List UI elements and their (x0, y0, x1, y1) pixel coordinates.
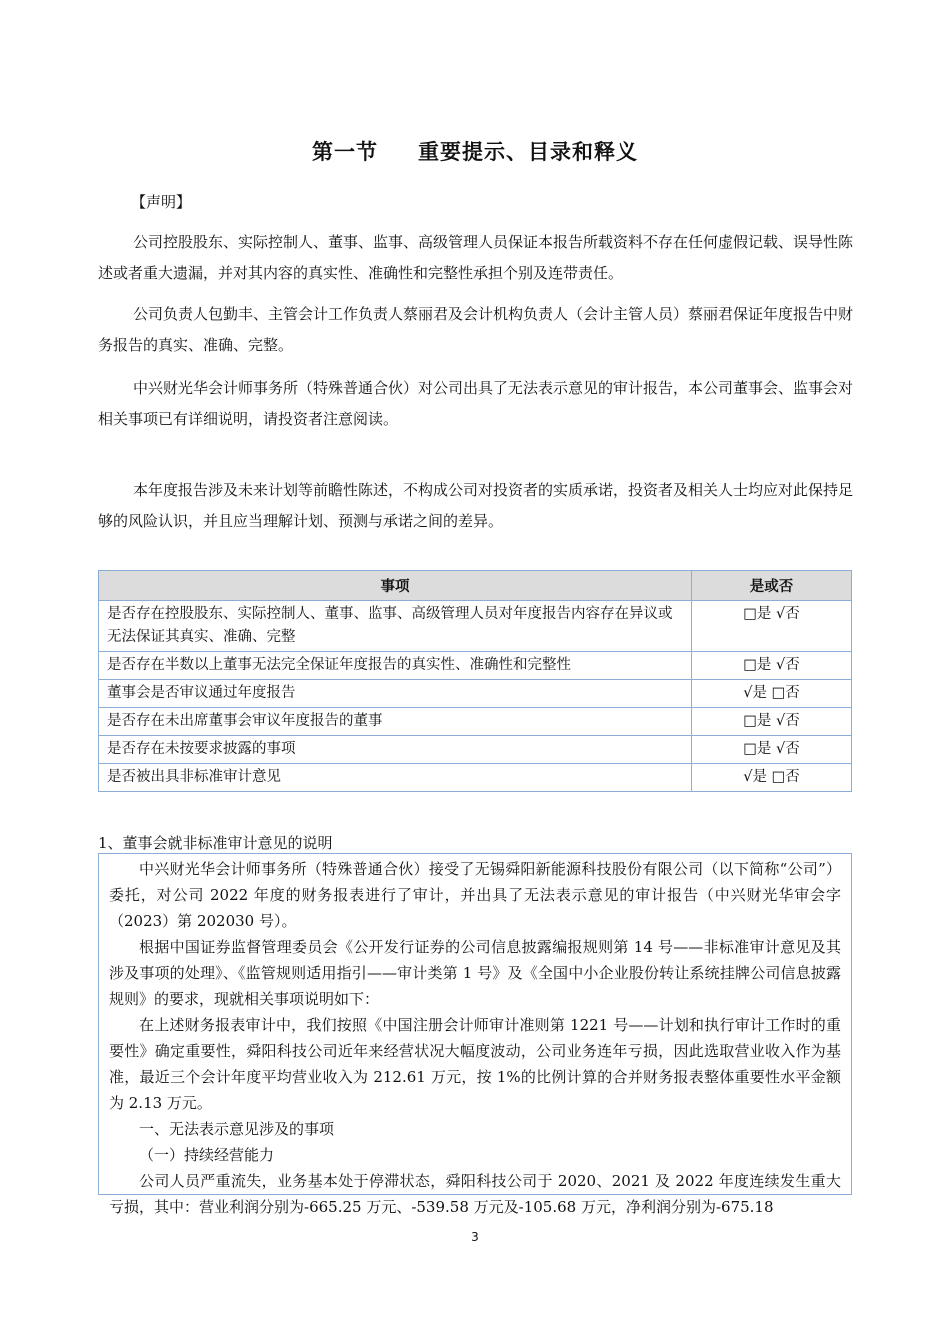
note-subheading: （一）持续经营能力 (139, 1146, 275, 1164)
table-row (99, 736, 852, 764)
note-subheading: 一、无法表示意见涉及的事项 (139, 1120, 335, 1138)
declaration-paragraph: 中兴财光华会计师事务所（特殊普通合伙）对公司出具了无法表示意见的审计报告，本公司董事会、监事会对相关事项已有详细说明，请投资者注意阅读。 (98, 379, 854, 428)
page-number: 3 (471, 1230, 479, 1244)
row-item: 是否存在半数以上董事无法完全保证年度报告的真实性、准确性和完整性 (99, 652, 692, 680)
row-answer: √是 □否 (692, 680, 852, 708)
section-number: 第一节 (312, 140, 378, 164)
row-item: 董事会是否审议通过年度报告 (99, 680, 692, 708)
row-answer: □是 √否 (692, 736, 852, 764)
row-answer: √是 □否 (692, 764, 852, 792)
row-answer: □是 √否 (692, 652, 852, 680)
column-header-answer: 是或否 (692, 571, 852, 601)
row-item: 是否存在未出席董事会审议年度报告的董事 (99, 708, 692, 736)
row-answer: □是 √否 (692, 601, 852, 652)
forward-looking-statement: 本年度报告涉及未来计划等前瞻性陈述，不构成公司对投资者的实质承诺，投资者及相关人士均应对此保持足够的风险认识，并且应当理解计划、预测与承诺之间的差异。 (98, 481, 854, 530)
confirmation-table (98, 570, 852, 792)
row-item: 是否存在未按要求披露的事项 (99, 736, 692, 764)
note-paragraph: 在上述财务报表审计中，我们按照《中国注册会计师审计准则第 1221 号——计划和执行审计工作时的重要性》确定重要性，舜阳科技公司近年来经营状况大幅度波动，公司业务连年亏损，因此选取营业收入作为基准，最近三个会计年度平均营业收入为 212.61 万元，按 1%的比例计算的合并财务报表整体重要性水平金额为 2.13 万元。 (109, 1016, 841, 1112)
note-paragraph: 公司人员严重流失，业务基本处于停滞状态，舜阳科技公司于 2020、2021 及 2022 年度连续发生重大亏损，其中：营业利润分别为-665.25 万元、-539.58 万元及-105.68 万元，净利润分别为-675.18 (109, 1172, 841, 1216)
row-item: 是否被出具非标准审计意见 (99, 764, 692, 792)
declaration-label: 【声明】 (131, 193, 192, 211)
row-answer: □是 √否 (692, 708, 852, 736)
table-row (99, 708, 852, 736)
table-row (99, 652, 852, 680)
table-row (99, 764, 852, 792)
declaration-paragraph: 公司负责人包勤丰、主管会计工作负责人蔡丽君及会计机构负责人（会计主管人员）蔡丽君保证年度报告中财务报告的真实、准确、完整。 (98, 305, 854, 354)
table-row (99, 680, 852, 708)
note-paragraph: 根据中国证券监督管理委员会《公开发行证券的公司信息披露编报规则第 14 号——非标准审计意见及其涉及事项的处理》、《监管规则适用指引——审计类第 1 号》及《全国中小企业股份转让系统挂牌公司信息披露规则》的要求，现就相关事项说明如下： (109, 938, 841, 1008)
section-title: 重要提示、目录和释义 (418, 140, 638, 164)
row-item: 是否存在控股股东、实际控制人、董事、监事、高级管理人员对年度报告内容存在异议或无法保证其真实、准确、完整 (99, 601, 692, 652)
column-header-item: 事项 (99, 571, 692, 601)
note-paragraph: 中兴财光华会计师事务所（特殊普通合伙）接受了无锡舜阳新能源科技股份有限公司（以下简称“公司”）委托，对公司 2022 年度的财务报表进行了审计，并出具了无法表示意见的审计报告（中兴财光华审会字（2023）第 202030 号）。 (109, 860, 841, 930)
table-row (99, 601, 852, 652)
page-title (0, 136, 950, 166)
board-note-box (98, 853, 852, 1216)
table-header-row (99, 571, 852, 601)
board-note-heading: 1、董事会就非标准审计意见的说明 (98, 834, 333, 852)
declaration-paragraph: 公司控股股东、实际控制人、董事、监事、高级管理人员保证本报告所载资料不存在任何虚假记载、误导性陈述或者重大遗漏，并对其内容的真实性、准确性和完整性承担个别及连带责任。 (98, 233, 854, 282)
